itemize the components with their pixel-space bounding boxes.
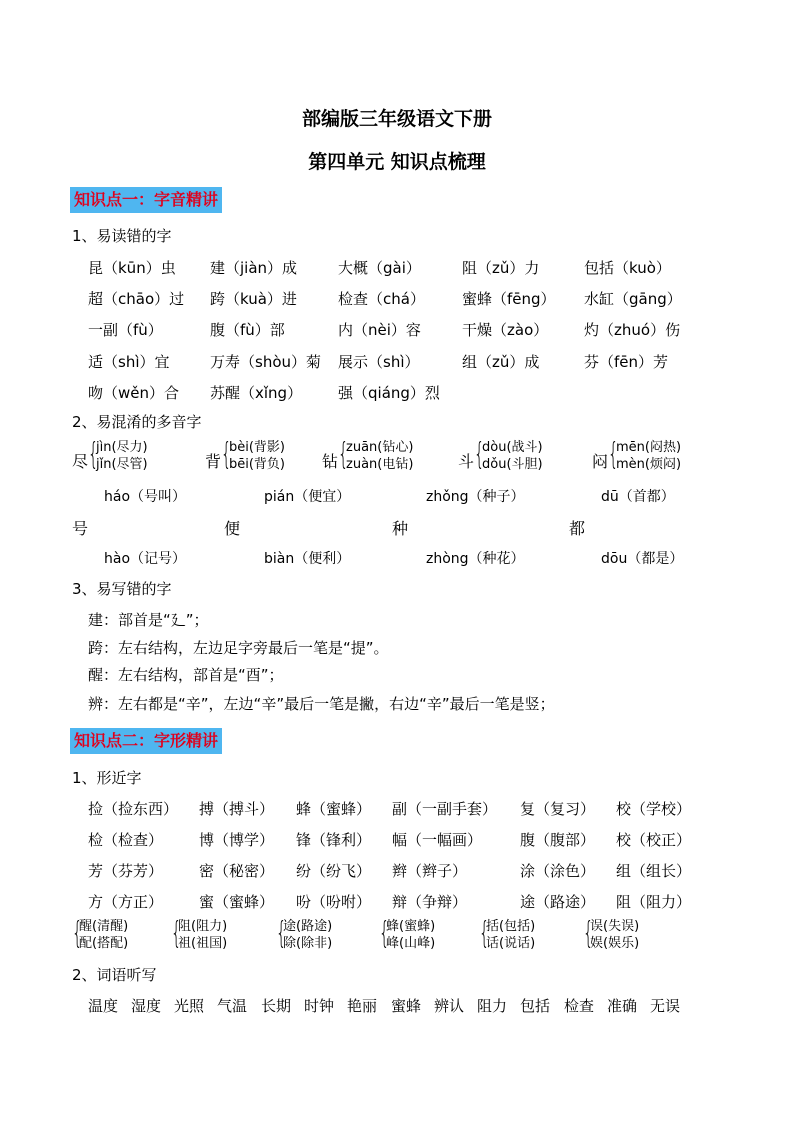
similar-char: 捡（捡东西）	[88, 800, 179, 818]
similar-char: 纷（纷飞）	[296, 862, 372, 880]
similar-char: 密（秘密）	[199, 862, 275, 880]
polyphone-char: 背	[205, 452, 222, 471]
polyphone-reading: zhòng（种花）	[426, 551, 525, 567]
misread-word: 昆（kūn）虫	[88, 259, 176, 277]
polyphone-reading: mēn(闷热)	[616, 440, 682, 455]
pair-char: 阻(阻力)	[178, 919, 228, 934]
misread-word: 一副（fù）	[88, 321, 163, 339]
dictation-word: 时钟	[304, 997, 335, 1015]
polyphone-char: 号	[72, 519, 89, 538]
pair-char: 话(说话)	[486, 936, 536, 951]
brace-icon: {	[379, 916, 390, 951]
polyphone-char: 钻	[322, 452, 339, 471]
pair-char: 醒(清醒)	[79, 919, 129, 934]
section-heading-1: 知识点一：字音精讲	[70, 187, 222, 213]
misread-word: 万寿（shòu）菊	[210, 353, 322, 371]
polyphone-reading: mèn(烦闷)	[616, 457, 682, 472]
pair-char: 配(搭配)	[79, 936, 129, 951]
misread-word: 建（jiàn）成	[210, 259, 298, 277]
similar-char: 辩（争辩）	[392, 893, 468, 911]
pair-char: 除(除非)	[283, 936, 333, 951]
pair-char: 误(失误)	[590, 919, 640, 934]
dictation-word: 无误	[650, 997, 681, 1015]
misread-word: 吻（wěn）合	[88, 384, 180, 402]
note-line: 醒：左右结构，部首是“酉”；	[88, 666, 284, 684]
subheading-miswritten: 3、易写错的字	[72, 580, 172, 598]
misread-word: 干燥（zào）	[462, 321, 549, 339]
brace-icon: {	[338, 437, 349, 472]
similar-char: 阻（阻力）	[616, 893, 692, 911]
polyphone-reading: háo（号叫）	[104, 489, 187, 505]
similar-char: 蜂（蜜蜂）	[296, 800, 372, 818]
pair-char: 蜂(蜜蜂)	[386, 919, 436, 934]
polyphone-reading: hào（记号）	[104, 551, 187, 567]
similar-char: 涂（涂色）	[520, 862, 596, 880]
brace-icon: {	[221, 437, 232, 472]
polyphone-reading: jìn(尽力)	[96, 440, 148, 455]
brace-icon: {	[479, 916, 490, 951]
brace-icon: {	[171, 916, 182, 951]
polyphone-reading: bèi(背影)	[229, 440, 286, 455]
dictation-word: 气温	[217, 997, 248, 1015]
dictation-word: 蜜蜂	[391, 997, 422, 1015]
misread-word: 阻（zǔ）力	[462, 259, 540, 277]
dictation-word: 检查	[564, 997, 595, 1015]
brace-icon: {	[276, 916, 287, 951]
misread-word: 水缸（gāng）	[584, 290, 682, 308]
similar-char: 芳（芬芳）	[88, 862, 164, 880]
brace-icon: {	[72, 916, 83, 951]
dictation-word: 辨认	[434, 997, 465, 1015]
misread-word: 跨（kuà）进	[210, 290, 297, 308]
subheading-similar-chars: 1、形近字	[72, 769, 142, 787]
dictation-word: 艳丽	[347, 997, 378, 1015]
subheading-misread: 1、易读错的字	[72, 227, 172, 245]
similar-char: 校（校正）	[616, 831, 692, 849]
polyphone-reading: jǐn(尽管)	[96, 457, 148, 472]
similar-char: 博（博学）	[199, 831, 275, 849]
similar-char: 锋（锋利）	[296, 831, 372, 849]
polyphone-char: 种	[392, 519, 409, 538]
misread-word: 包括（kuò）	[584, 259, 671, 277]
note-line: 辨：左右都是“辛”，左边“辛”最后一笔是撇，右边“辛”最后一笔是竖；	[88, 695, 555, 713]
misread-word: 强（qiáng）烈	[338, 384, 440, 402]
similar-char: 副（一副手套）	[392, 800, 498, 818]
similar-char: 搏（搏斗）	[199, 800, 275, 818]
polyphone-char: 便	[224, 519, 241, 538]
misread-word: 芬（fēn）芳	[584, 353, 669, 371]
pair-char: 娱(娱乐)	[590, 936, 640, 951]
page-title: 部编版三年级语文下册	[301, 108, 492, 130]
subheading-dictation: 2、词语听写	[72, 966, 157, 984]
section-heading-2: 知识点二：字形精讲	[70, 728, 222, 754]
similar-char: 吩（吩咐）	[296, 893, 372, 911]
polyphone-char: 斗	[458, 452, 475, 471]
misread-word: 大概（gài）	[338, 259, 421, 277]
dictation-word: 光照	[174, 997, 205, 1015]
similar-char: 腹（腹部）	[520, 831, 596, 849]
similar-char: 辫（辫子）	[392, 862, 468, 880]
similar-char: 校（学校）	[616, 800, 692, 818]
polyphone-reading: bēi(背负)	[229, 457, 286, 472]
misread-word: 内（nèi）容	[338, 321, 421, 339]
similar-char: 蜜（蜜蜂）	[199, 893, 275, 911]
polyphone-reading: dòu(战斗)	[482, 440, 543, 455]
polyphone-reading: dū（首都）	[601, 489, 675, 505]
brace-icon: {	[583, 916, 594, 951]
misread-word: 展示（shì）	[338, 353, 420, 371]
dictation-word: 包括	[520, 997, 551, 1015]
misread-word: 超（chāo）过	[88, 290, 185, 308]
dictation-word: 准确	[607, 997, 638, 1015]
dictation-word: 阻力	[477, 997, 508, 1015]
polyphone-reading: dǒu(斗胆)	[482, 457, 543, 472]
polyphone-reading: zhǒng（种子）	[426, 489, 525, 505]
polyphone-reading: biàn（便利）	[264, 551, 351, 567]
dictation-word: 长期	[261, 997, 292, 1015]
polyphone-char: 闷	[592, 452, 609, 471]
dictation-word: 湿度	[131, 997, 162, 1015]
pair-char: 峰(山峰)	[386, 936, 436, 951]
pair-char: 括(包括)	[486, 919, 536, 934]
similar-char: 组（组长）	[616, 862, 692, 880]
polyphone-reading: dōu（都是）	[601, 551, 684, 567]
similar-char: 复（复习）	[520, 800, 596, 818]
note-line: 建：部首是“廴”；	[88, 611, 209, 629]
pair-char: 途(路途)	[283, 919, 333, 934]
polyphone-reading: pián（便宜）	[264, 489, 351, 505]
misread-word: 灼（zhuó）伤	[584, 321, 681, 339]
similar-char: 方（方正）	[88, 893, 164, 911]
misread-word: 苏醒（xǐng）	[210, 384, 303, 402]
polyphone-char: 都	[569, 519, 586, 538]
dictation-word: 温度	[88, 997, 119, 1015]
polyphone-char: 尽	[72, 452, 89, 471]
polyphone-reading: zuān(钻心)	[346, 440, 414, 455]
pair-char: 祖(祖国)	[178, 936, 228, 951]
note-line: 跨：左右结构，左边足字旁最后一笔是“提”。	[88, 639, 389, 657]
polyphone-reading: zuàn(电钻)	[346, 457, 414, 472]
brace-icon: {	[474, 437, 485, 472]
similar-char: 幅（一幅画）	[392, 831, 483, 849]
misread-word: 蜜蜂（fēng）	[462, 290, 556, 308]
misread-word: 适（shì）宜	[88, 353, 170, 371]
misread-word: 检查（chá）	[338, 290, 425, 308]
similar-char: 检（检查）	[88, 831, 164, 849]
subheading-polyphones: 2、易混淆的多音字	[72, 413, 202, 431]
brace-icon: {	[88, 437, 99, 472]
page-subtitle: 第四单元 知识点梳理	[308, 151, 486, 173]
misread-word: 腹（fù）部	[210, 321, 285, 339]
brace-icon: {	[608, 437, 619, 472]
similar-char: 途（路途）	[520, 893, 596, 911]
misread-word: 组（zǔ）成	[462, 353, 540, 371]
